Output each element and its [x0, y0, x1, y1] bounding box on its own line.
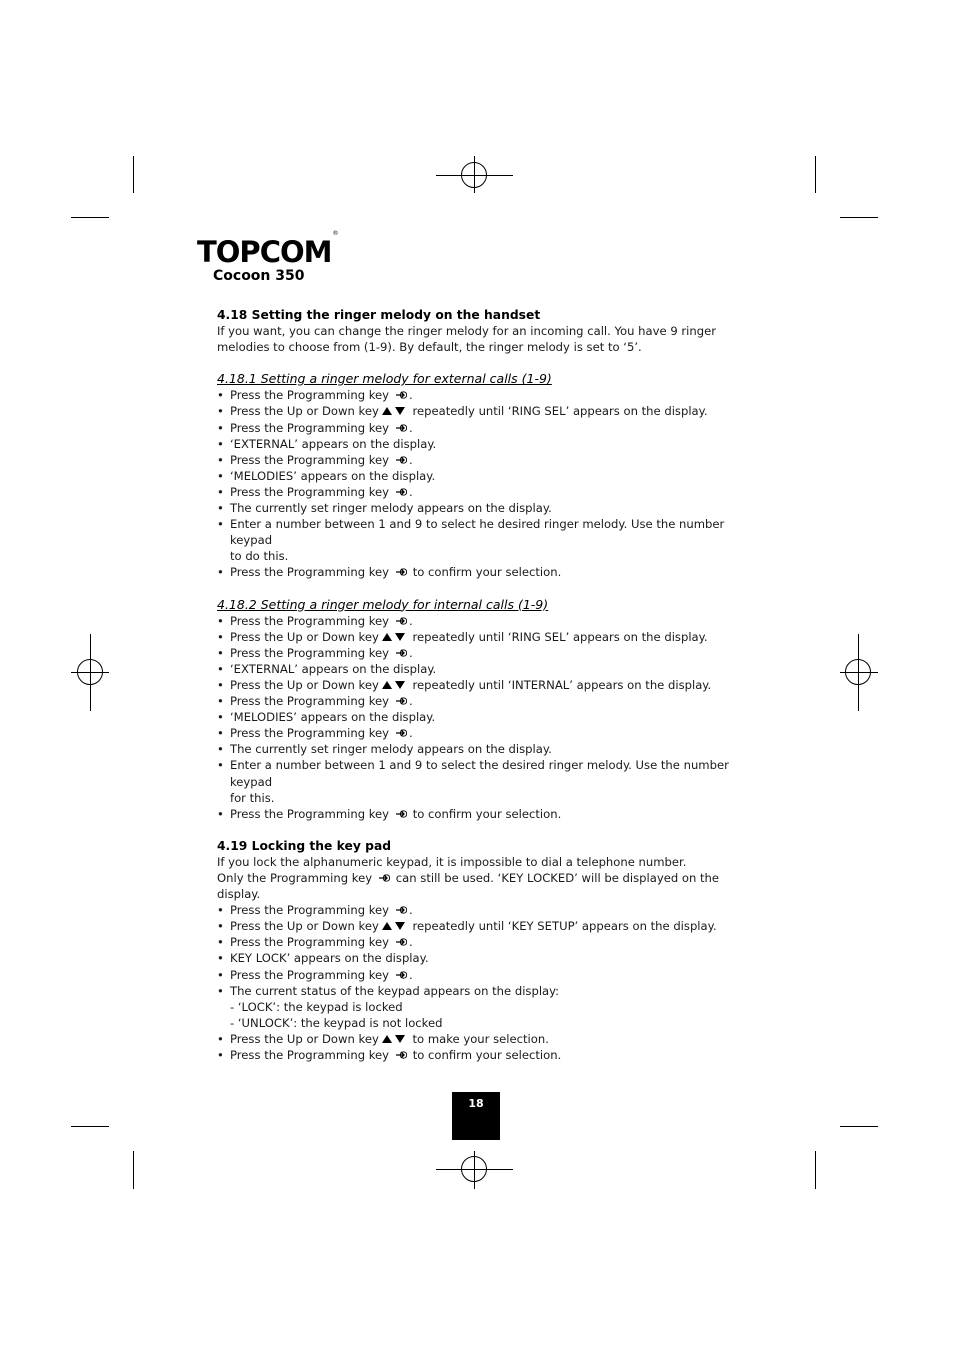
- paragraph: If you want, you can change the ringer melody for an incoming call. You have 9 ringer: [217, 324, 716, 339]
- programming-key-icon: [395, 390, 407, 400]
- up-down-arrows-icon: [381, 1034, 407, 1044]
- list-item: • ‘MELODIES’ appears on the display.: [217, 709, 757, 725]
- programming-key-icon: [395, 696, 407, 706]
- list-item: • Press the Programming key .: [217, 387, 757, 403]
- list-item: • Press the Programming key .: [217, 420, 757, 436]
- list-item: • ‘EXTERNAL’ appears on the display.: [217, 661, 757, 677]
- programming-key-icon: [395, 487, 407, 497]
- paragraph: melodies to choose from (1-9). By default, the ringer melody is set to ‘5’.: [217, 340, 642, 355]
- programming-key-icon: [395, 905, 407, 915]
- steps-list-keylock: [217, 902, 757, 1063]
- list-item: • Press the Programming key .: [217, 645, 757, 661]
- subsection-heading-4-18-2: 4.18.2 Setting a ringer melody for internal calls (1-9): [217, 596, 549, 612]
- list-item: • Press the Programming key .: [217, 725, 757, 741]
- page-content: [217, 307, 757, 1063]
- crop-mark: [840, 217, 878, 218]
- list-item: • The currently set ringer melody appears on the display.: [217, 741, 757, 757]
- list-item: • Press the Programming key .: [217, 967, 757, 983]
- paragraph: If you lock the alphanumeric keypad, it is impossible to dial a telephone number.: [217, 854, 687, 869]
- steps-list-external: [217, 387, 757, 580]
- list-item: • Press the Up or Down key repeatedly until ‘RING SEL’ appears on the display.: [217, 403, 757, 419]
- list-item: • Press the Programming key .: [217, 934, 757, 950]
- programming-key-icon: [395, 728, 407, 738]
- list-item: • Press the Programming key to confirm your selection.: [217, 1047, 757, 1063]
- crop-mark: [71, 217, 109, 218]
- programming-key-icon: [395, 1050, 407, 1060]
- list-item: • Press the Programming key .: [217, 902, 757, 918]
- list-item: • Press the Programming key .: [217, 613, 757, 629]
- list-item: • Press the Up or Down key repeatedly until ‘RING SEL’ appears on the display.: [217, 629, 757, 645]
- programming-key-icon: [395, 970, 407, 980]
- section-heading-4-18: 4.18 Setting the ringer melody on the handset: [217, 308, 541, 322]
- programming-key-icon: [395, 455, 407, 465]
- list-subitem: - ‘LOCK’: the keypad is locked: [230, 999, 403, 1014]
- subsection-heading-4-18-1: 4.18.1 Setting a ringer melody for external calls (1-9): [217, 371, 552, 387]
- programming-key-icon: [395, 423, 407, 433]
- page-number: 18: [452, 1092, 500, 1140]
- crop-mark: [815, 1151, 816, 1189]
- list-item: • The current status of the keypad appears on the display:: [217, 983, 757, 999]
- list-item: • Press the Programming key .: [217, 484, 757, 500]
- list-item: • Press the Programming key .: [217, 693, 757, 709]
- programming-key-icon: [395, 937, 407, 947]
- up-down-arrows-icon: [381, 406, 407, 416]
- up-down-arrows-icon: [381, 680, 407, 690]
- programming-key-icon: [395, 809, 407, 819]
- list-item: • Press the Up or Down key repeatedly until ‘KEY SETUP’ appears on the display.: [217, 918, 757, 934]
- crop-mark: [133, 156, 134, 193]
- list-item: • Press the Programming key .: [217, 452, 757, 468]
- programming-key-icon: [378, 873, 390, 883]
- list-item: • KEY LOCK’ appears on the display.: [217, 950, 757, 966]
- list-item: • Press the Programming key to confirm your selection.: [217, 806, 757, 822]
- list-subitem: - ‘UNLOCK’: the keypad is not locked: [230, 1015, 443, 1030]
- topcom-logo: TOPCOM®: [197, 230, 338, 269]
- up-down-arrows-icon: [381, 632, 407, 642]
- programming-key-icon: [395, 648, 407, 658]
- list-item: • Enter a number between 1 and 9 to select he desired ringer melody. Use the number keypad to do this.: [217, 516, 757, 564]
- list-item: • ‘EXTERNAL’ appears on the display.: [217, 436, 757, 452]
- model-name: Cocoon 350: [213, 268, 305, 284]
- up-down-arrows-icon: [381, 921, 407, 931]
- list-item: • Press the Up or Down key repeatedly until ‘INTERNAL’ appears on the display.: [217, 677, 757, 693]
- list-item: • ‘MELODIES’ appears on the display.: [217, 468, 757, 484]
- programming-key-icon: [395, 567, 407, 577]
- crop-mark: [840, 1126, 878, 1127]
- list-item: • Enter a number between 1 and 9 to select the desired ringer melody. Use the number keypad for this.: [217, 757, 757, 805]
- list-item: • Press the Programming key to confirm your selection.: [217, 564, 757, 580]
- programming-key-icon: [395, 616, 407, 626]
- paragraph: Only the Programming key can still be used. ‘KEY LOCKED’ will be displayed on the display.: [217, 871, 720, 902]
- crop-mark: [133, 1151, 134, 1189]
- steps-list-internal: [217, 613, 757, 822]
- list-item: • Press the Up or Down key to make your selection.: [217, 1031, 757, 1047]
- crop-mark: [815, 156, 816, 193]
- section-heading-4-19: 4.19 Locking the key pad: [217, 838, 392, 853]
- list-item: • The currently set ringer melody appears on the display.: [217, 500, 757, 516]
- crop-mark: [71, 1126, 109, 1127]
